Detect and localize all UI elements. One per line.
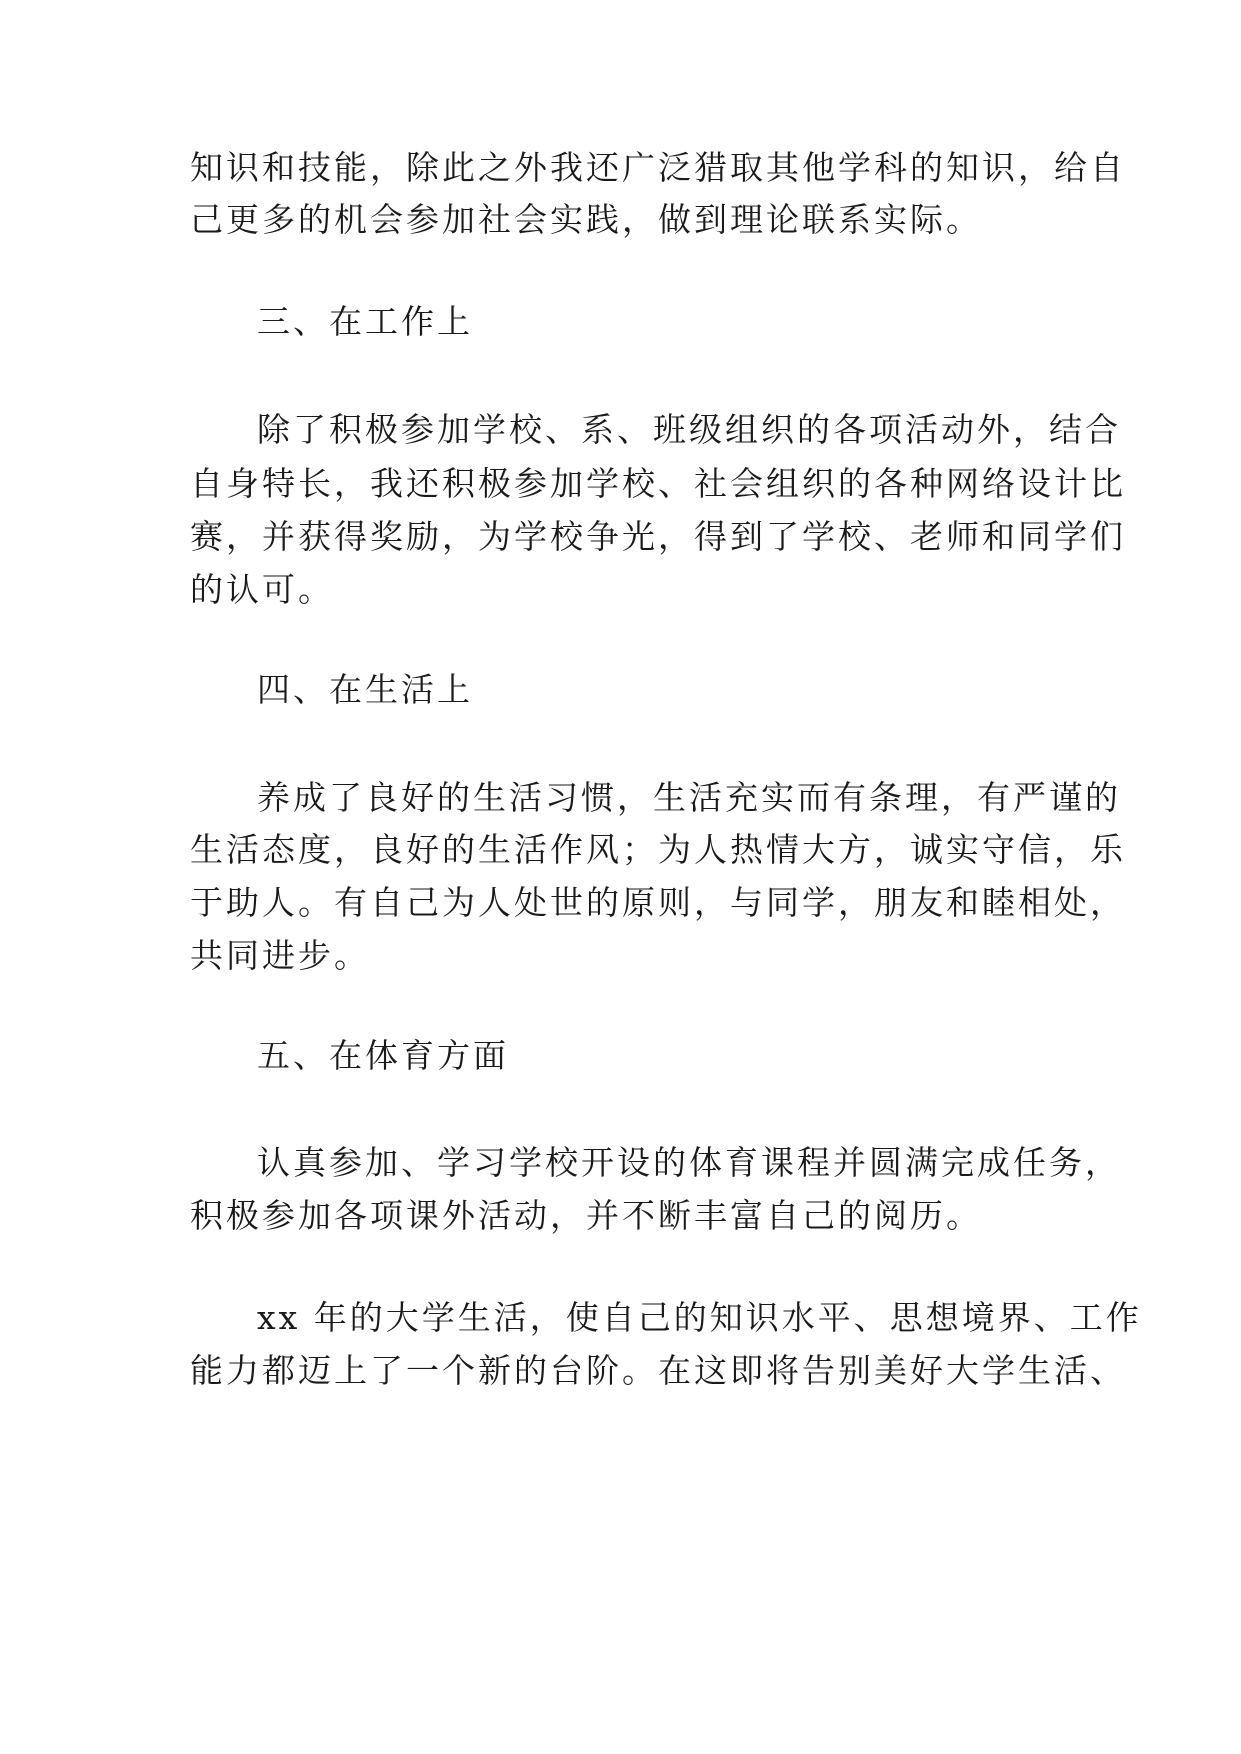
paragraph-line: 积极参加各项课外活动，并不断丰富自己的阅历。 — [190, 1196, 982, 1235]
paragraph-line: 除了积极参加学校、系、班级组织的各项活动外，结合 — [257, 410, 1121, 449]
paragraph-line: xx 年的大学生活，使自己的知识水平、思想境界、工作 — [257, 1298, 1142, 1337]
paragraph-line: 能力都迈上了一个新的台阶。在这即将告别美好大学生活、 — [190, 1351, 1126, 1390]
paragraph-line: 赛，并获得奖励，为学校争光，得到了学校、老师和同学们 — [190, 517, 1126, 556]
section-heading-life: 四、在生活上 — [257, 670, 473, 709]
paragraph-line: 自身特长，我还积极参加学校、社会组织的各种网络设计比 — [190, 464, 1126, 503]
paragraph-line: 养成了良好的生活习惯，生活充实而有条理，有严谨的 — [257, 778, 1121, 817]
paragraph-line: 己更多的机会参加社会实践，做到理论联系实际。 — [190, 200, 982, 239]
section-heading-sports: 五、在体育方面 — [257, 1036, 509, 1075]
paragraph-line: 于助人。有自己为人处世的原则，与同学，朋友和睦相处， — [190, 883, 1126, 922]
paragraph-line: 认真参加、学习学校开设的体育课程并圆满完成任务， — [257, 1143, 1121, 1182]
paragraph-line: 生活态度，良好的生活作风；为人热情大方，诚实守信，乐 — [190, 830, 1126, 869]
section-heading-work: 三、在工作上 — [257, 302, 473, 341]
paragraph-line: 知识和技能，除此之外我还广泛猎取其他学科的知识，给自 — [190, 148, 1126, 187]
paragraph-line: 的认可。 — [190, 570, 334, 609]
paragraph-line: 共同进步。 — [190, 936, 370, 975]
